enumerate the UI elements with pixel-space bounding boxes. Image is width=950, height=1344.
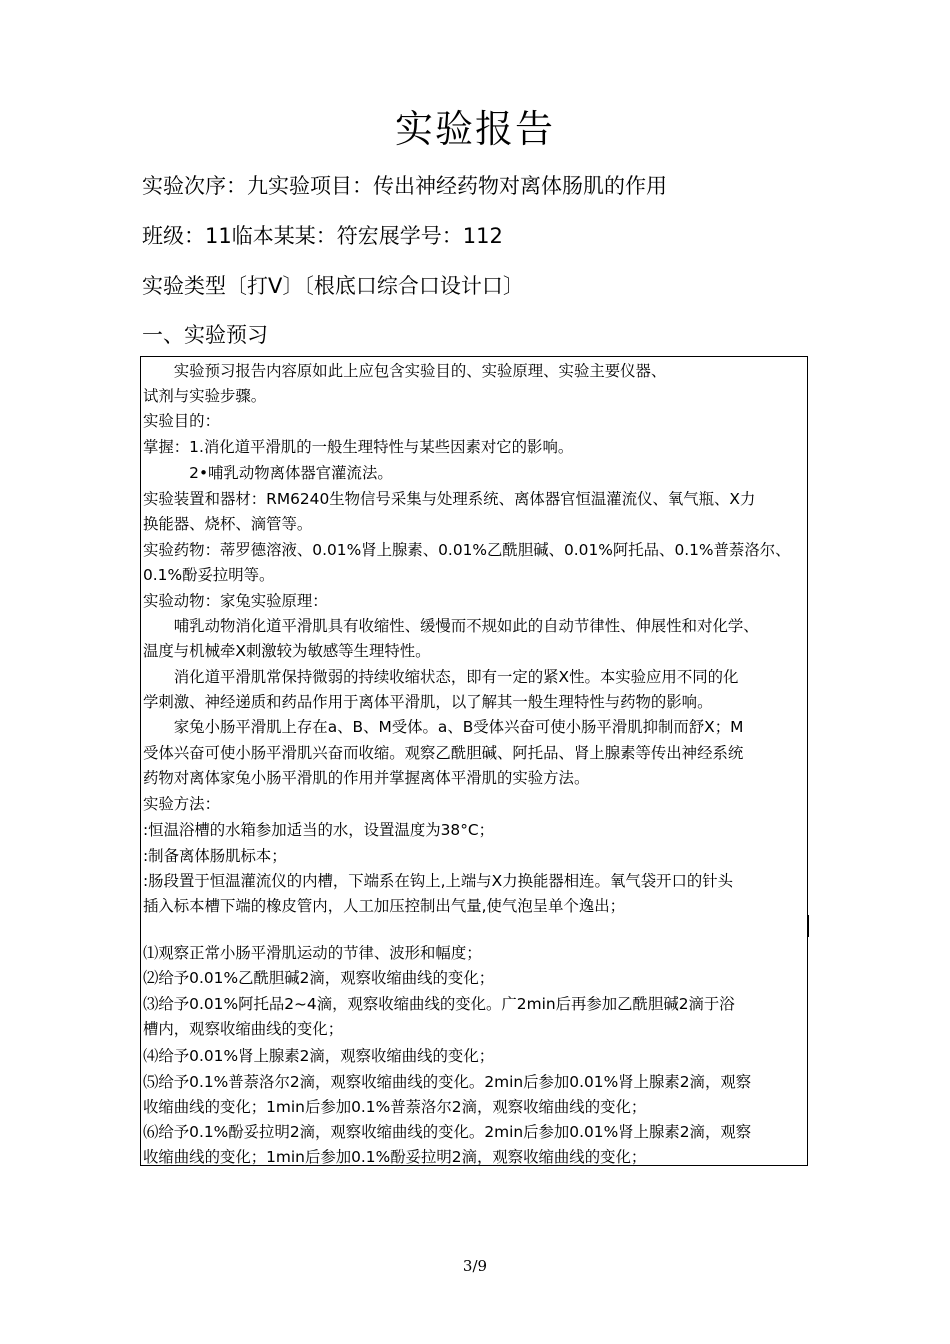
content-line: 消化道平滑肌常保持微弱的持续收缩状态，即有一定的紧X性。本实验应用不同的化 bbox=[143, 668, 739, 686]
content-line: ⑸给予0.1%普萘洛尔2滴，观察收缩曲线的变化。2min后参加0.01%肾上腺素2滴，观察 bbox=[143, 1073, 752, 1091]
content-line: 插入标本槽下端的橡皮管内，人工加压控制出气量,使气泡呈单个逸出； bbox=[143, 897, 626, 915]
content-line: 温度与机械牵X刺激较为敏感等生理特性。 bbox=[143, 642, 431, 660]
content-line: 受体兴奋可使小肠平滑肌兴奋而收缩。观察乙酰胆碱、阿托品、肾上腺素等传出神经系统 bbox=[143, 744, 744, 762]
experiment-info-line: 实验次序：九实验项目：传出神经药物对离体肠肌的作用 bbox=[142, 174, 667, 198]
content-line: ⑴观察正常小肠平滑肌运动的节律、波形和幅度； bbox=[143, 944, 482, 962]
experiment-type-line: 实验类型〔打V〕〔根底口综合口设计口〕 bbox=[142, 274, 524, 298]
class-info-line: 班级：11临本某某：符宏展学号：112 bbox=[142, 224, 503, 248]
content-line: 实验动物：家兔实验原理： bbox=[143, 592, 328, 610]
border-mark bbox=[807, 915, 809, 937]
content-line: 实验预习报告内容原如此上应包含实验目的、实验原理、实验主要仪器、 bbox=[143, 362, 667, 380]
content-line: ⑵给予0.01%乙酰胆碱2滴，观察收缩曲线的变化； bbox=[143, 969, 495, 987]
content-line: 收缩曲线的变化；1min后参加0.1%普萘洛尔2滴，观察收缩曲线的变化； bbox=[143, 1098, 647, 1116]
content-line: :恒温浴槽的水箱参加适当的水，设置温度为38°C； bbox=[143, 821, 495, 839]
content-line: 掌握：1.消化道平滑肌的一般生理特性与某些因素对它的影响。 bbox=[143, 438, 574, 456]
content-line: 药物对离体家兔小肠平滑肌的作用并掌握离体平滑肌的实验方法。 bbox=[143, 769, 590, 787]
content-line: :制备离体肠肌标本； bbox=[143, 847, 287, 865]
content-line: ⑷给予0.01%肾上腺素2滴，观察收缩曲线的变化； bbox=[143, 1047, 495, 1065]
content-line: 换能器、烧杯、滴管等。 bbox=[143, 515, 313, 533]
content-line: 家兔小肠平滑肌上存在a、B、M受体。a、B受体兴奋可使小肠平滑肌抑制而舒X；M bbox=[143, 718, 744, 736]
content-line: ⑶给予0.01%阿托品2~4滴，观察收缩曲线的变化。广2min后再参加乙酰胆碱2滴于浴 bbox=[143, 995, 735, 1013]
preview-content-box bbox=[140, 356, 808, 1166]
content-line: 2•哺乳动物离体器官灌流法。 bbox=[143, 464, 393, 482]
content-line: 实验方法： bbox=[143, 795, 220, 813]
page-title: 实验报告 bbox=[394, 107, 555, 151]
content-line: ⑹给予0.1%酚妥拉明2滴，观察收缩曲线的变化。2min后参加0.01%肾上腺素2滴，观察 bbox=[143, 1123, 752, 1141]
content-line: 实验装置和器材：RM6240生物信号采集与处理系统、离体器官恒温灌流仪、氧气瓶、X力 bbox=[143, 490, 756, 508]
page-number: 3/9 bbox=[462, 1257, 488, 1275]
content-line: 试剂与实验步骤。 bbox=[143, 387, 267, 405]
content-line: 收缩曲线的变化；1min后参加0.1%酚妥拉明2滴，观察收缩曲线的变化； bbox=[143, 1148, 647, 1166]
section-heading: 一、实验预习 bbox=[142, 323, 268, 347]
content-line: 实验目的： bbox=[143, 412, 220, 430]
content-line: 学刺激、神经递质和药品作用于离体平滑肌，以了解其一般生理特性与药物的影响。 bbox=[143, 693, 713, 711]
content-line: 实验药物：蒂罗德溶液、0.01%肾上腺素、0.01%乙酰胆碱、0.01%阿托品、0.1%普萘洛尔、 bbox=[143, 541, 791, 559]
content-line: 哺乳动物消化道平滑肌具有收缩性、缓慢而不规如此的自动节律性、伸展性和对化学、 bbox=[143, 617, 759, 635]
content-line: :肠段置于恒温灌流仪的内槽，下端系在钩上,上端与X力换能器相连。氧气袋开口的针头 bbox=[143, 872, 734, 890]
content-line: 0.1%酚妥拉明等。 bbox=[143, 566, 275, 584]
content-line: 槽内，观察收缩曲线的变化； bbox=[143, 1020, 344, 1038]
